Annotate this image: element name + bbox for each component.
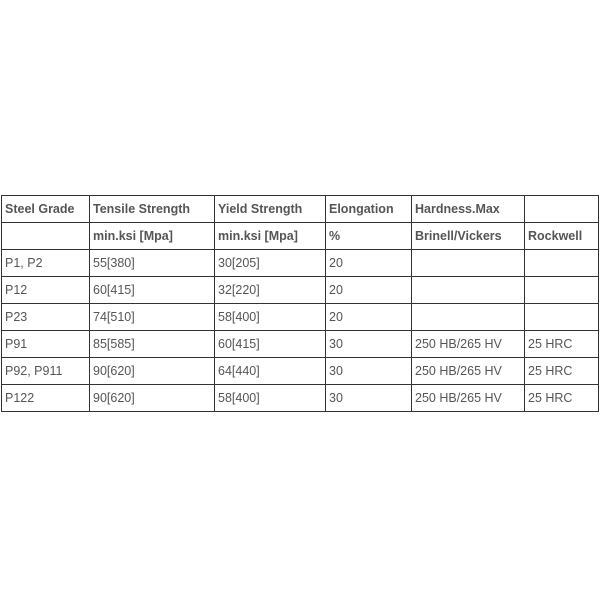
header-cell: Yield Strength xyxy=(215,196,326,223)
yield-strength-cell: 30[205] xyxy=(215,250,326,277)
brinell-vickers-cell xyxy=(412,304,525,331)
header-cell: Hardness.Max xyxy=(412,196,525,223)
rockwell-cell xyxy=(525,304,599,331)
tensile-strength-cell: 74[510] xyxy=(90,304,215,331)
table-row xyxy=(2,358,599,385)
elongation-cell: 30 xyxy=(326,331,412,358)
elongation-cell: 30 xyxy=(326,385,412,412)
yield-strength-cell: 64[440] xyxy=(215,358,326,385)
steel-grade-cell: P1, P2 xyxy=(2,250,90,277)
steel-grade-cell: P12 xyxy=(2,277,90,304)
elongation-cell: 30 xyxy=(326,358,412,385)
subheader-cell: min.ksi [Mpa] xyxy=(215,223,326,250)
tensile-strength-cell: 90[620] xyxy=(90,358,215,385)
tensile-strength-cell: 60[415] xyxy=(90,277,215,304)
tensile-strength-cell: 55[380] xyxy=(90,250,215,277)
rockwell-cell: 25 HRC xyxy=(525,385,599,412)
subheader-cell: Brinell/Vickers xyxy=(412,223,525,250)
brinell-vickers-cell xyxy=(412,277,525,304)
subheader-cell xyxy=(2,223,90,250)
rockwell-cell: 25 HRC xyxy=(525,358,599,385)
yield-strength-cell: 58[400] xyxy=(215,304,326,331)
steel-grade-cell: P23 xyxy=(2,304,90,331)
rockwell-cell xyxy=(525,277,599,304)
yield-strength-cell: 32[220] xyxy=(215,277,326,304)
header-cell: Elongation xyxy=(326,196,412,223)
steel-grade-table xyxy=(1,195,599,412)
subheader-cell: % xyxy=(326,223,412,250)
tensile-strength-cell: 85[585] xyxy=(90,331,215,358)
tensile-strength-cell: 90[620] xyxy=(90,385,215,412)
rockwell-cell: 25 HRC xyxy=(525,331,599,358)
table-row xyxy=(2,277,599,304)
brinell-vickers-cell: 250 HB/265 HV xyxy=(412,358,525,385)
elongation-cell: 20 xyxy=(326,250,412,277)
table-row xyxy=(2,385,599,412)
elongation-cell: 20 xyxy=(326,304,412,331)
brinell-vickers-cell: 250 HB/265 HV xyxy=(412,385,525,412)
table-row xyxy=(2,250,599,277)
elongation-cell: 20 xyxy=(326,277,412,304)
subheader-row xyxy=(2,223,599,250)
brinell-vickers-cell: 250 HB/265 HV xyxy=(412,331,525,358)
steel-grade-cell: P92, P911 xyxy=(2,358,90,385)
steel-grade-cell: P122 xyxy=(2,385,90,412)
yield-strength-cell: 60[415] xyxy=(215,331,326,358)
steel-grade-cell: P91 xyxy=(2,331,90,358)
header-cell: Tensile Strength xyxy=(90,196,215,223)
rockwell-cell xyxy=(525,250,599,277)
subheader-cell: min.ksi [Mpa] xyxy=(90,223,215,250)
yield-strength-cell: 58[400] xyxy=(215,385,326,412)
header-cell: Steel Grade xyxy=(2,196,90,223)
header-row xyxy=(2,196,599,223)
header-cell xyxy=(525,196,599,223)
table-row xyxy=(2,331,599,358)
table-row xyxy=(2,304,599,331)
subheader-cell: Rockwell xyxy=(525,223,599,250)
brinell-vickers-cell xyxy=(412,250,525,277)
